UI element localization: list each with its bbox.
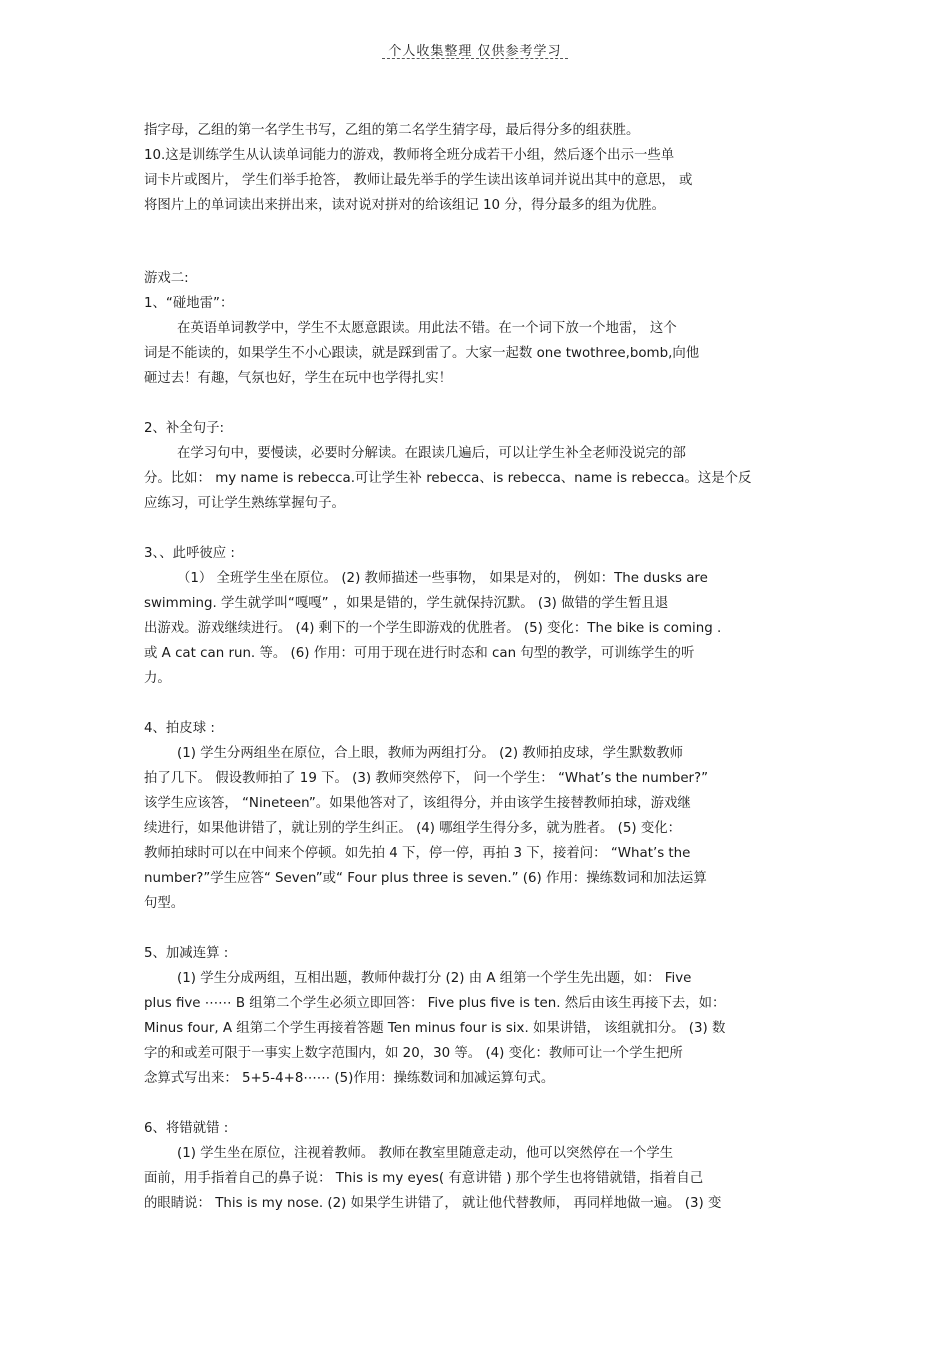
game-title: 6、将错就错 : [144,1121,229,1136]
game-text-line: (1) 学生坐在原位，注视着教师。 教师在教室里随意走动，他可以突然停在一个学生 [177,1146,674,1161]
game-text-line: 分。比如： my name is rebecca.可让学生补 rebecca、is rebecca、name is rebecca。这是个反 [144,471,752,486]
game-text-line: (1) 学生分两组坐在原位，合上眼，教师为两组打分。 (2) 教师拍皮球，学生默数教师 [177,746,683,761]
game-text-line: 在英语单词教学中，学生不太愿意跟读。用此法不错。在一个词下放一个地雷， 这个 [177,321,677,336]
intro-line: 指字母，乙组的第一名学生书写，乙组的第二名学生猜字母，最后得分多的组获胜。 [144,123,640,138]
game-text-line: number?”学生应答“ Seven”或“ Four plus three is seven.” (6) 作用：操练数词和加法运算 [144,871,707,886]
game-text-line: 或 A cat can run. 等。 (6) 作用：可用于现在进行时态和 can 句型的教学，可训练学生的听 [144,646,695,661]
game-text-line: 拍了几下。 假设教师拍了 19 下。 (3) 教师突然停下， 问一个学生： “What’s the number?” [144,771,709,786]
game-text-line: 的眼睛说： This is my nose. (2) 如果学生讲错了， 就让他代替教师， 再同样地做一遍。 (3) 变 [144,1196,722,1211]
page-header: 个人收集整理 仅供参考学习 [388,44,562,59]
game-title: 4、拍皮球 : [144,721,215,736]
document-body [144,118,808,1216]
game-text-line: plus five ⋯⋯ B 组第二个学生必须立即回答： Five plus five is ten. 然后由该生再接下去，如： [144,996,726,1011]
intro-line: 词卡片或图片， 学生们举手抢答， 教师让最先举手的学生读出该单词并说出其中的意思， 或 [144,173,693,188]
game-text-line: 念算式写出来： 5+5-4+8⋯⋯ (5)作用：操练数词和加减运算句式。 [144,1071,555,1086]
intro-line: 将图片上的单词读出来拼出来，读对说对拼对的给该组记 10 分，得分最多的组为优胜。 [144,198,666,213]
game-text-line: 句型。 [144,896,185,911]
game-text-line: 续进行，如果他讲错了，就让别的学生纠正。 (4) 哪组学生得分多，就为胜者。 (5) 变化： [144,821,682,836]
game-title: 1、“碰地雷”： [144,296,234,311]
game-text-line: 砸过去！有趣，气氛也好，学生在玩中也学得扎实！ [144,371,452,386]
game-text-line: 该学生应该答， “Nineteen”。如果他答对了，该组得分，并由该学生接替教师拍球，游戏继 [144,796,691,811]
game-text-line: 应练习，可让学生熟练掌握句子。 [144,496,345,511]
game-text-line: swimming. 学生就学叫“嘎嘎” ，如果是错的，学生就保持沉默。 (3) 做错的学生暂且退 [144,596,669,611]
game-text-line: 教师拍球时可以在中间来个停顿。如先拍 4 下，停一停，再拍 3 下，接着问： “What’s the [144,846,691,861]
game-text-line: 面前，用手指着自己的鼻子说： This is my eyes( 有意讲错 ) 那个学生也将错就错，指着自己 [144,1171,704,1186]
game-title: 3、、此呼彼应 : [144,546,235,561]
game-text-line: (1) 学生分成两组，互相出题，教师仲裁打分 (2) 由 A 组第一个学生先出题，如： Five [177,971,692,986]
game-text-line: 字的和或差可限于一事实上数字范围内，如 20，30 等。 (4) 变化：教师可让一个学生把所 [144,1046,683,1061]
game-text-line: 在学习句中，要慢读，必要时分解读。在跟读几遍后，可以让学生补全老师没说完的部 [177,446,686,461]
section-title: 游戏二: [144,271,189,286]
game-text-line: 词是不能读的，如果学生不小心跟读，就是踩到雷了。大家一起数 one twothree,bomb,向他 [144,346,700,361]
game-text-line: Minus four, A 组第二个学生再接着答题 Ten minus four is six. 如果讲错， 该组就扣分。 (3) 数 [144,1021,726,1036]
game-text-line: （1） 全班学生坐在原位。 (2) 教师描述一些事物， 如果是对的， 例如：The dusks are [177,571,708,586]
intro-line: 10.这是训练学生从认读单词能力的游戏，教师将全班分成若干小组，然后逐个出示一些单 [144,148,675,163]
game-text-line: 力。 [144,671,171,686]
header-dashed-rule [382,58,568,59]
game-title: 5、加减连算 : [144,946,229,961]
game-title: 2、补全句子: [144,421,224,436]
game-text-line: 出游戏。游戏继续进行。 (4) 剩下的一个学生即游戏的优胜者。 (5) 变化：The bike is coming . [144,621,722,636]
